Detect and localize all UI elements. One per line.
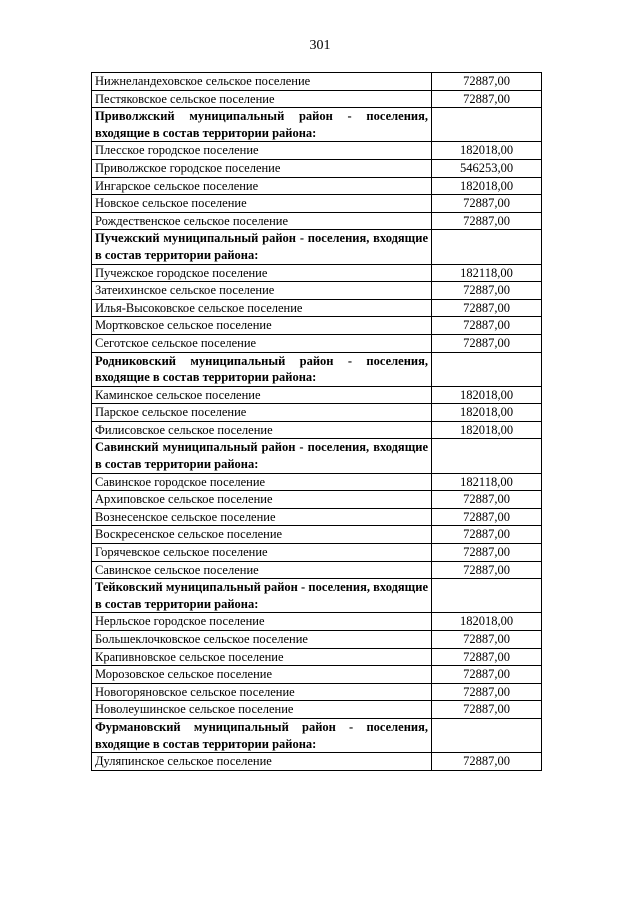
settlement-row bbox=[92, 544, 542, 562]
settlement-row bbox=[92, 212, 542, 230]
settlement-row bbox=[92, 317, 542, 335]
amount-cell bbox=[432, 579, 542, 613]
amount-cell bbox=[432, 718, 542, 752]
settlement-row bbox=[92, 142, 542, 160]
settlement-name: Нерльское городское поселение bbox=[92, 613, 432, 631]
settlements-table bbox=[91, 72, 542, 771]
district-heading: Родниковский муниципальный район - поселения, входящие в состав территории района: bbox=[92, 352, 432, 386]
settlement-row bbox=[92, 90, 542, 108]
settlement-name: Пестяковское сельское поселение bbox=[92, 90, 432, 108]
amount-cell: 182118,00 bbox=[432, 264, 542, 282]
settlement-name: Приволжское городское поселение bbox=[92, 159, 432, 177]
settlement-row bbox=[92, 683, 542, 701]
amount-cell: 72887,00 bbox=[432, 683, 542, 701]
settlement-row bbox=[92, 386, 542, 404]
settlement-row bbox=[92, 421, 542, 439]
settlement-name: Плесское городское поселение bbox=[92, 142, 432, 160]
amount-cell: 182018,00 bbox=[432, 613, 542, 631]
amount-cell: 72887,00 bbox=[432, 753, 542, 771]
amount-cell: 72887,00 bbox=[432, 334, 542, 352]
settlement-name: Савинское городское поселение bbox=[92, 473, 432, 491]
amount-cell: 72887,00 bbox=[432, 508, 542, 526]
district-heading-row bbox=[92, 579, 542, 613]
settlement-name: Илья-Высоковское сельское поселение bbox=[92, 299, 432, 317]
settlement-row bbox=[92, 631, 542, 649]
amount-cell bbox=[432, 108, 542, 142]
amount-cell: 182018,00 bbox=[432, 177, 542, 195]
amount-cell: 72887,00 bbox=[432, 212, 542, 230]
amount-cell: 182018,00 bbox=[432, 386, 542, 404]
settlement-name: Воскресенское сельское поселение bbox=[92, 526, 432, 544]
settlement-row bbox=[92, 701, 542, 719]
settlement-name: Морозовское сельское поселение bbox=[92, 666, 432, 684]
settlement-name: Мортковское сельское поселение bbox=[92, 317, 432, 335]
district-heading-row bbox=[92, 718, 542, 752]
amount-cell: 72887,00 bbox=[432, 561, 542, 579]
settlement-name: Дуляпинское сельское поселение bbox=[92, 753, 432, 771]
settlement-row bbox=[92, 473, 542, 491]
settlement-row bbox=[92, 299, 542, 317]
settlement-name: Рождественское сельское поселение bbox=[92, 212, 432, 230]
settlement-name: Нижнеландеховское сельское поселение bbox=[92, 73, 432, 91]
settlement-name: Горячевское сельское поселение bbox=[92, 544, 432, 562]
amount-cell: 72887,00 bbox=[432, 526, 542, 544]
settlement-name: Савинское сельское поселение bbox=[92, 561, 432, 579]
settlement-name: Сеготское сельское поселение bbox=[92, 334, 432, 352]
amount-cell: 72887,00 bbox=[432, 491, 542, 509]
amount-cell bbox=[432, 230, 542, 264]
settlement-name: Каминское сельское поселение bbox=[92, 386, 432, 404]
settlement-row bbox=[92, 159, 542, 177]
amount-cell: 72887,00 bbox=[432, 282, 542, 300]
settlement-row bbox=[92, 648, 542, 666]
settlement-row bbox=[92, 526, 542, 544]
amount-cell: 72887,00 bbox=[432, 90, 542, 108]
amount-cell: 182018,00 bbox=[432, 142, 542, 160]
district-heading: Савинский муниципальный район - поселения, входящие в состав территории района: bbox=[92, 439, 432, 473]
settlement-name: Новолеушинское сельское поселение bbox=[92, 701, 432, 719]
amount-cell bbox=[432, 439, 542, 473]
amount-cell: 182118,00 bbox=[432, 473, 542, 491]
amount-cell: 72887,00 bbox=[432, 666, 542, 684]
settlement-name: Архиповское сельское поселение bbox=[92, 491, 432, 509]
settlement-row bbox=[92, 195, 542, 213]
amount-cell: 182018,00 bbox=[432, 404, 542, 422]
district-heading: Тейковский муниципальный район - поселения, входящие в состав территории района: bbox=[92, 579, 432, 613]
district-heading: Пучежский муниципальный район - поселения, входящие в состав территории района: bbox=[92, 230, 432, 264]
amount-cell: 72887,00 bbox=[432, 701, 542, 719]
amount-cell: 72887,00 bbox=[432, 73, 542, 91]
settlement-row bbox=[92, 73, 542, 91]
amount-cell: 546253,00 bbox=[432, 159, 542, 177]
settlement-row bbox=[92, 753, 542, 771]
district-heading-row bbox=[92, 439, 542, 473]
settlement-name: Новогоряновское сельское поселение bbox=[92, 683, 432, 701]
amount-cell: 72887,00 bbox=[432, 299, 542, 317]
district-heading-row bbox=[92, 352, 542, 386]
amount-cell bbox=[432, 352, 542, 386]
page-number: 301 bbox=[309, 38, 331, 53]
amount-cell: 72887,00 bbox=[432, 544, 542, 562]
settlement-name: Пучежское городское поселение bbox=[92, 264, 432, 282]
settlement-row bbox=[92, 491, 542, 509]
settlement-row bbox=[92, 282, 542, 300]
settlement-name: Филисовское сельское поселение bbox=[92, 421, 432, 439]
settlement-name: Крапивновское сельское поселение bbox=[92, 648, 432, 666]
amount-cell: 182018,00 bbox=[432, 421, 542, 439]
settlement-row bbox=[92, 613, 542, 631]
settlement-row bbox=[92, 666, 542, 684]
settlement-name: Ингарское сельское поселение bbox=[92, 177, 432, 195]
district-heading-row bbox=[92, 230, 542, 264]
settlement-name: Затеихинское сельское поселение bbox=[92, 282, 432, 300]
district-heading: Приволжский муниципальный район - поселения, входящие в состав территории района: bbox=[92, 108, 432, 142]
district-heading-row bbox=[92, 108, 542, 142]
table-body bbox=[92, 73, 542, 771]
settlement-name: Большеклочковское сельское поселение bbox=[92, 631, 432, 649]
amount-cell: 72887,00 bbox=[432, 631, 542, 649]
settlement-row bbox=[92, 404, 542, 422]
settlement-name: Новское сельское поселение bbox=[92, 195, 432, 213]
amount-cell: 72887,00 bbox=[432, 195, 542, 213]
amount-cell: 72887,00 bbox=[432, 317, 542, 335]
settlement-row bbox=[92, 177, 542, 195]
amount-cell: 72887,00 bbox=[432, 648, 542, 666]
settlement-row bbox=[92, 561, 542, 579]
settlement-row bbox=[92, 334, 542, 352]
district-heading: Фурмановский муниципальный район - поселения, входящие в состав территории района: bbox=[92, 718, 432, 752]
settlement-row bbox=[92, 508, 542, 526]
settlement-name: Парское сельское поселение bbox=[92, 404, 432, 422]
settlement-row bbox=[92, 264, 542, 282]
settlement-name: Вознесенское сельское поселение bbox=[92, 508, 432, 526]
